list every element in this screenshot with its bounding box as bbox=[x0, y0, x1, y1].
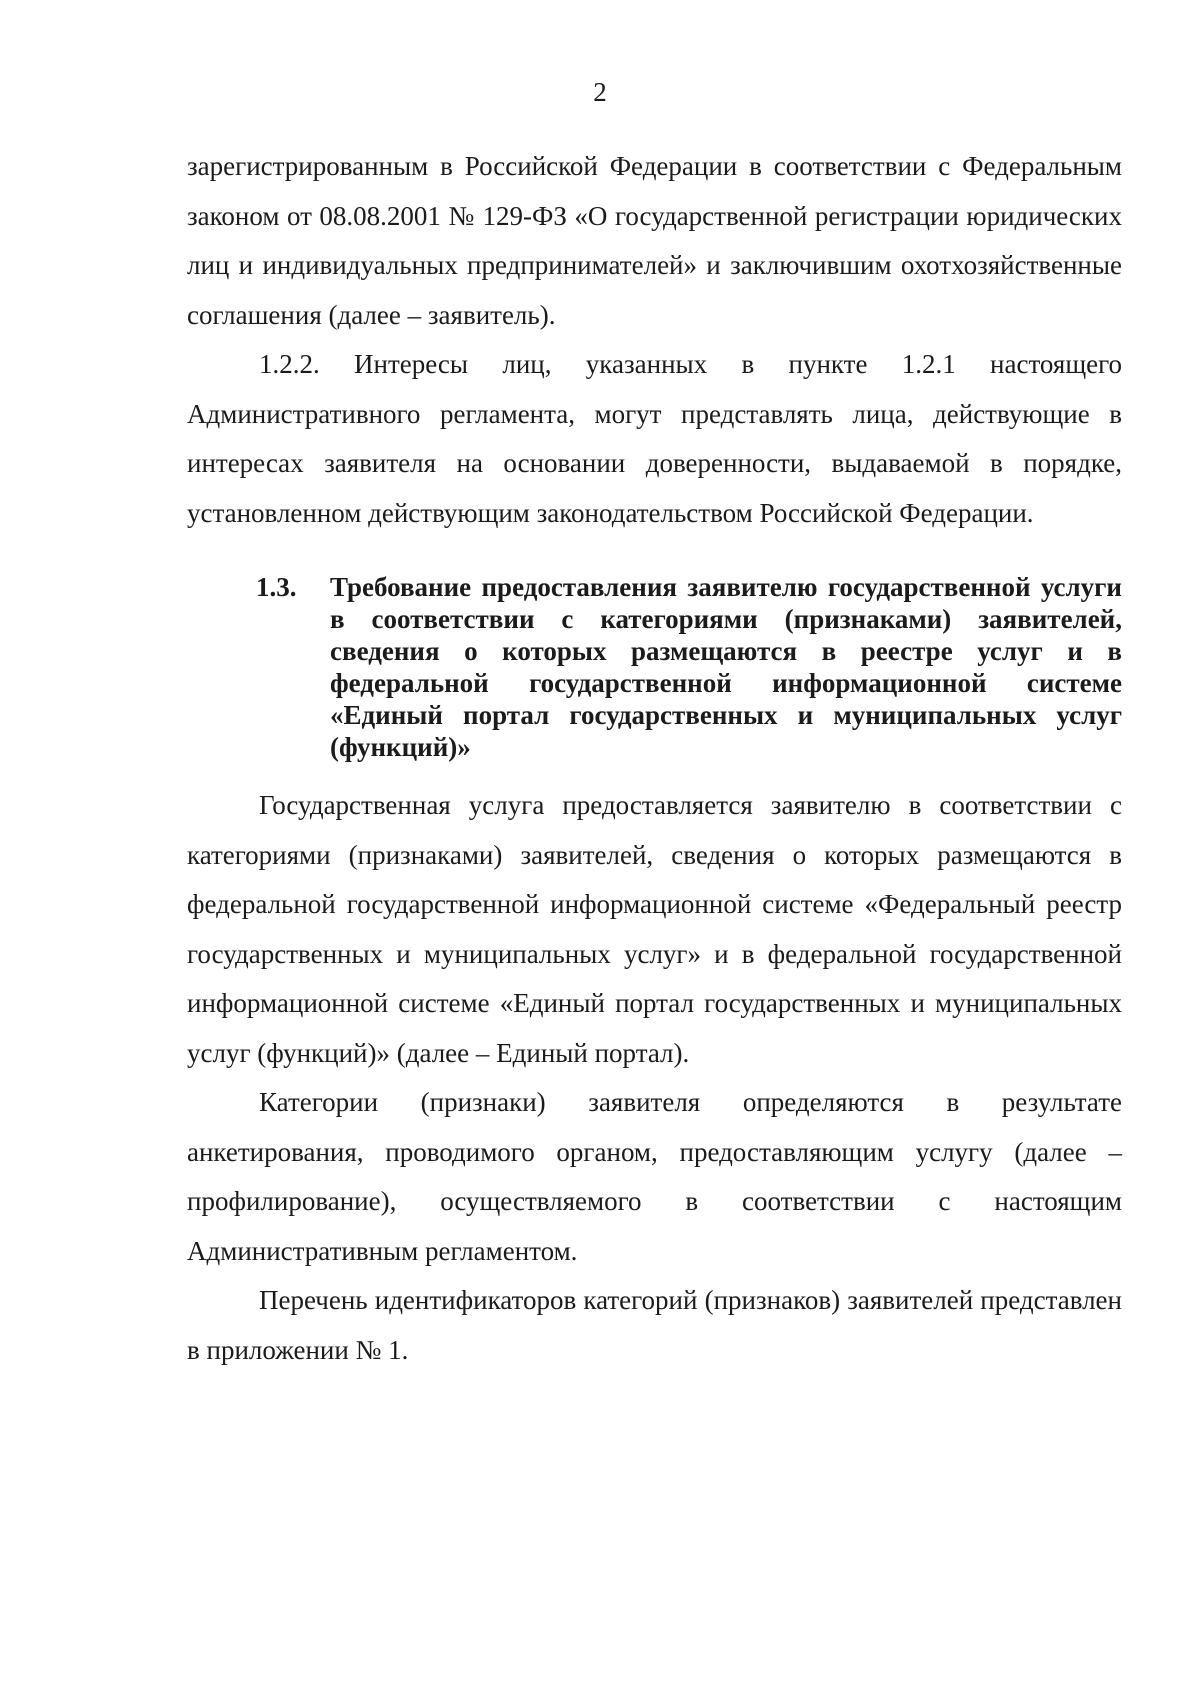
paragraph-identifiers-list: Перечень идентификаторов категорий (признаков) заявителей представлен в приложении № 1. bbox=[187, 1285, 1122, 1365]
paragraph-applicant-definition: зарегистрированным в Российской Федерации в соответствии с Федеральным законом от 08.08.2001 № 129-ФЗ «О государственной регистрации юридических лиц и индивидуальных предпринимателей» и заключившим охотхозяйственные соглашения (далее – заявитель). bbox=[187, 151, 1122, 330]
page-number: 2 bbox=[593, 77, 607, 107]
paragraph-1-2-2: 1.2.2. Интересы лиц, указанных в пункте 1.2.1 настоящего Административного регламента, могут представлять лица, действующие в интересах заявителя на основании доверенности, выдаваемой в порядке, установленном действующим законодательством Российской Федерации. bbox=[187, 349, 1122, 528]
paragraph-service-provision: Государственная услуга предоставляется заявителю в соответствии с категориями (признаками) заявителей, сведения о которых размещаются в федеральной государственной информационной системе «Федеральный реестр государственных и муниципальных услуг» и в федеральной государственной информационной системе «Единый портал государственных и муниципальных услуг (функций)» (далее – Единый портал). bbox=[187, 790, 1122, 1068]
section-title: Требование предоставления заявителю государственной услуги в соответствии с категориями (признаками) заявителей, сведения о которых размещаются в реестре услуг и в федеральной государственной информационной системе «Единый портал государственных и муниципальных услуг (функций)» bbox=[330, 572, 1122, 762]
section-number: 1.3. bbox=[256, 572, 297, 602]
paragraph-profiling: Категории (признаки) заявителя определяются в результате анкетирования, проводимого органом, предоставляющим услугу (далее – профилирование), осуществляемого в соответствии с настоящим Административным регламентом. bbox=[187, 1087, 1122, 1266]
